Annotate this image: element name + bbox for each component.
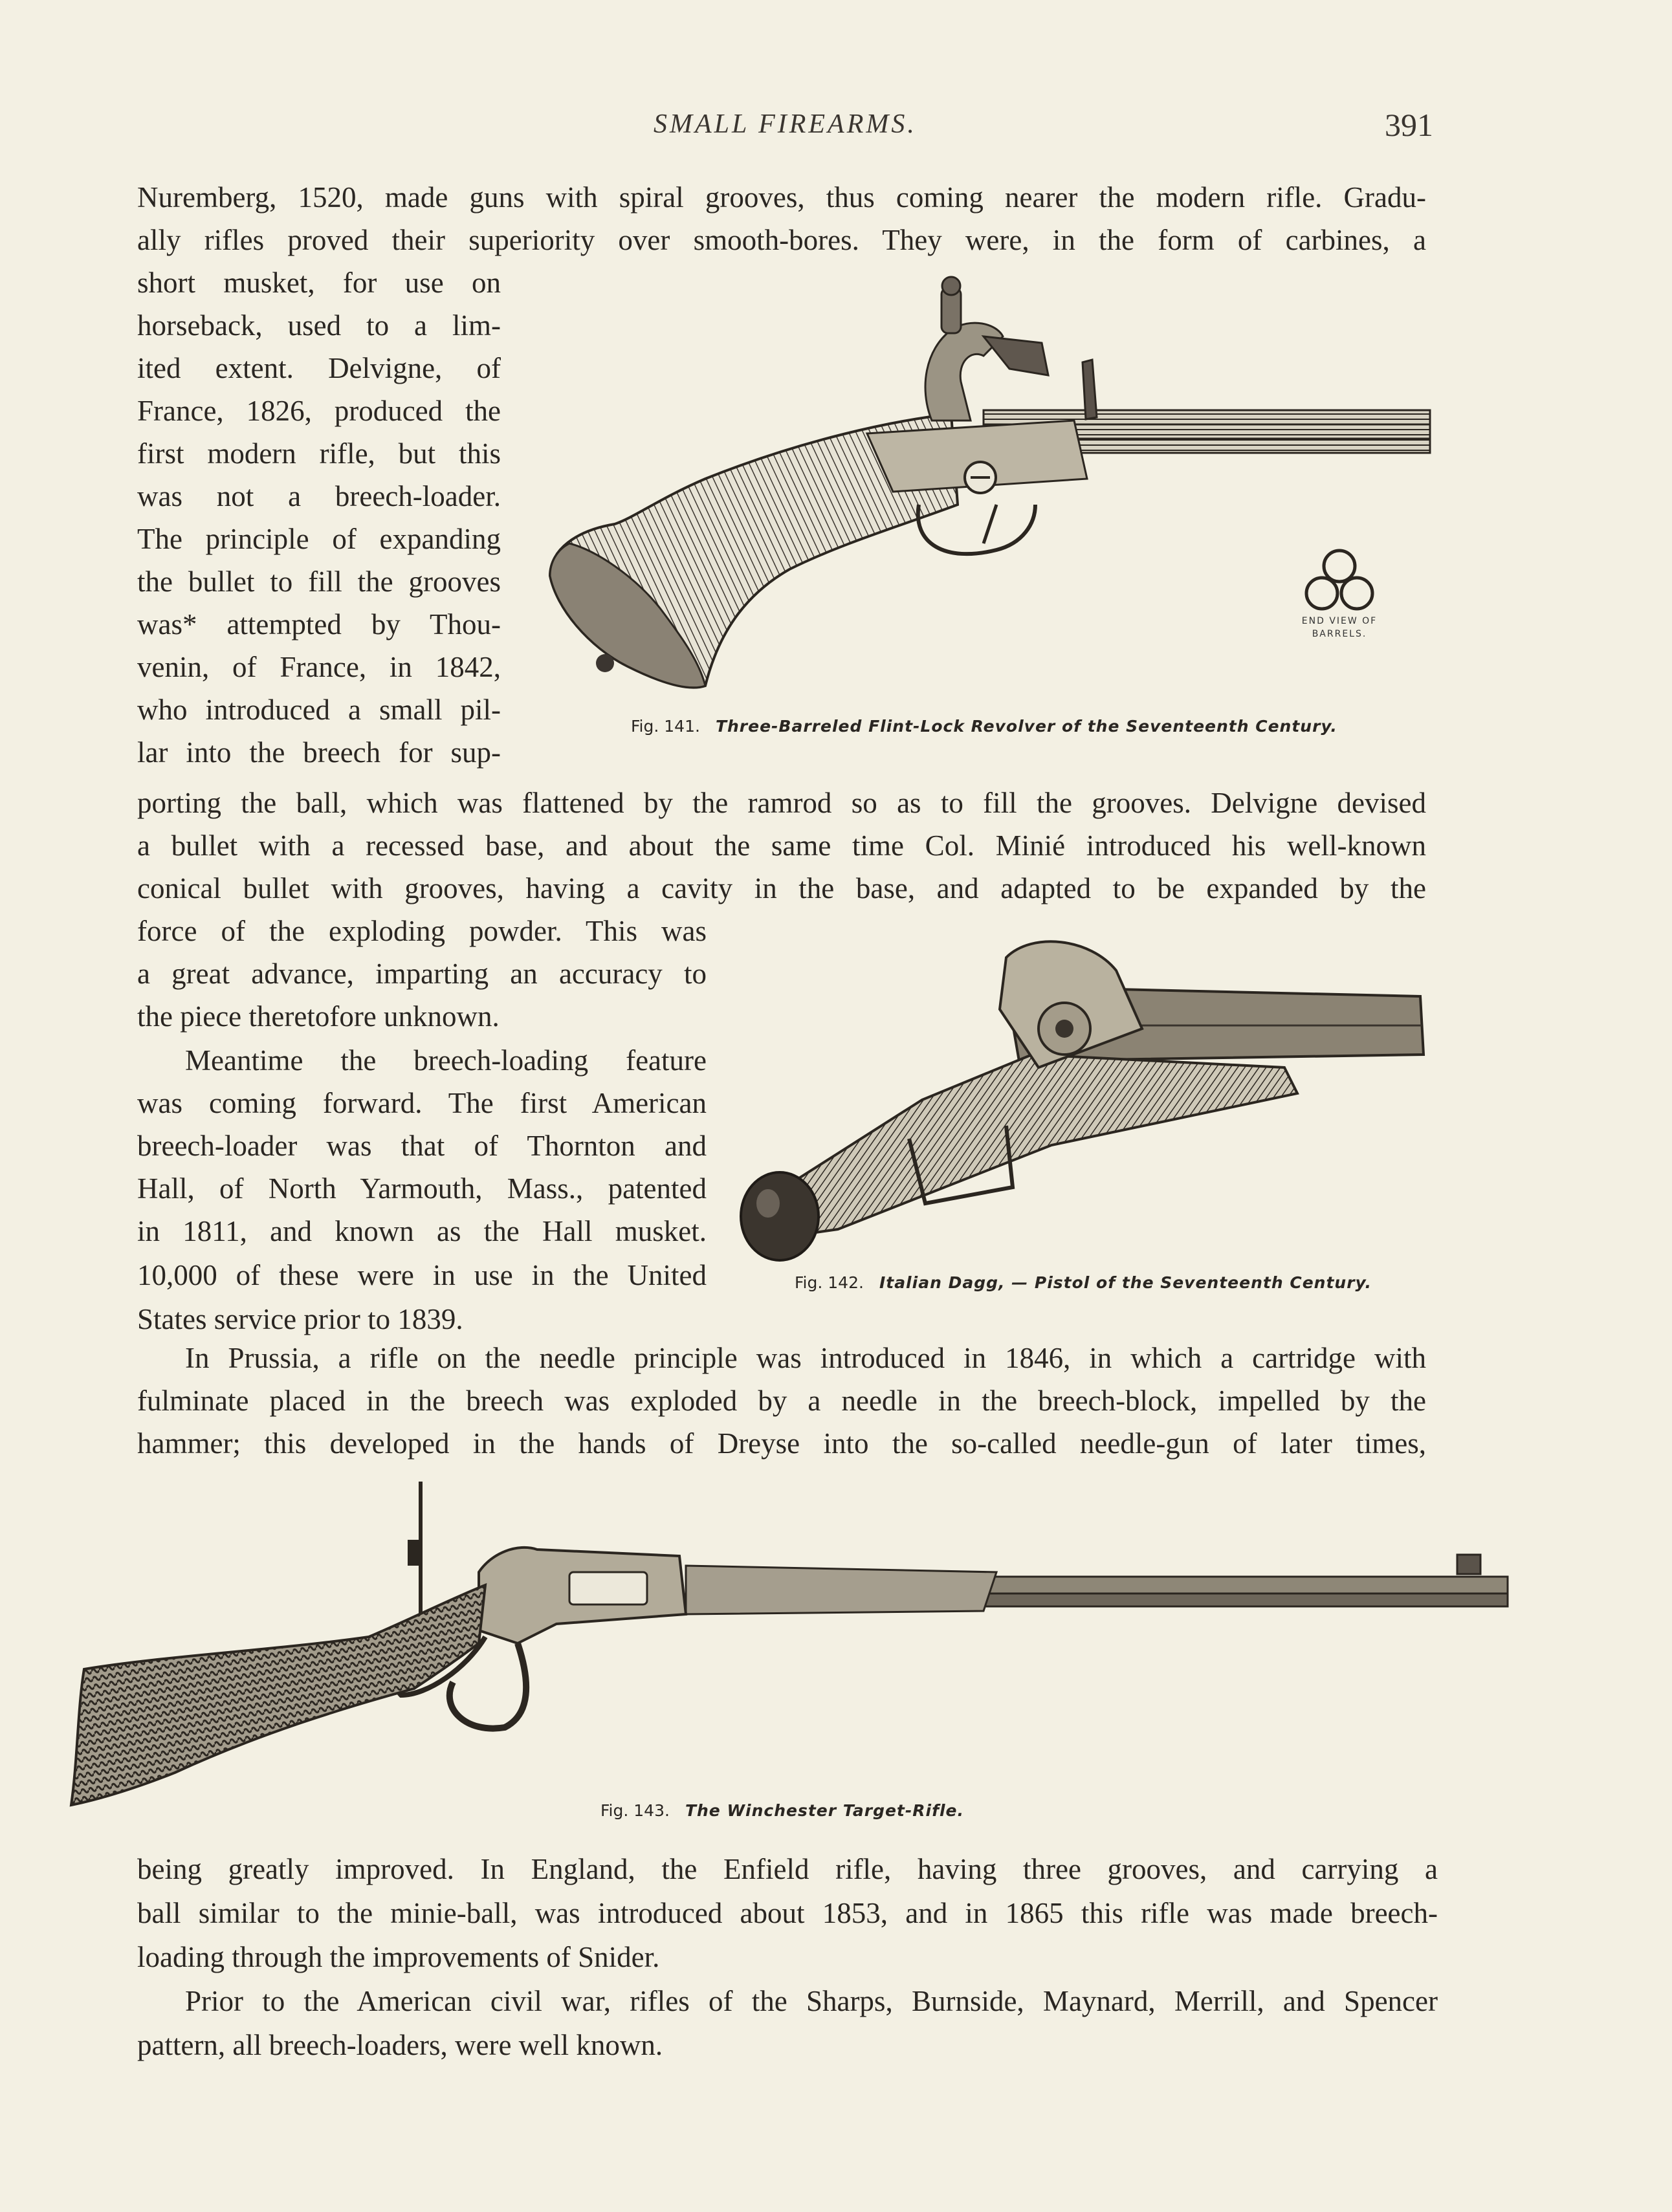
winchester-target-rifle-illustration: [65, 1475, 1514, 1812]
flintlock-revolver-illustration: [531, 272, 1436, 725]
text-line: The principle of expanding: [137, 523, 501, 555]
barrel-end-view-label-line1: END VIEW OF: [1301, 616, 1378, 626]
text-line: porting the ball, which was flattened by the ramrod so as to fill the grooves. Delvigne devised: [137, 787, 1426, 819]
running-title: SMALL FIREARMS.: [654, 109, 917, 139]
text-line: Nuremberg, 1520, made guns with spiral grooves, thus coming nearer the modern rifle. Gradu-: [137, 181, 1426, 214]
text-line: pattern, all breech-loaders, were well known.: [137, 2029, 663, 2061]
figure-number: Fig. 142.: [795, 1273, 864, 1292]
barrel-end-view-label-line2: BARRELS.: [1312, 629, 1367, 639]
figure-title: The Winchester Target-Rifle.: [685, 1801, 964, 1820]
text-line: ball similar to the minie-ball, was introduced about 1853, and in 1865 this rifle was made breech-: [137, 1897, 1438, 1929]
text-line: was coming forward. The first American: [137, 1087, 707, 1119]
text-line: ally rifles proved their superiority over smooth-bores. They were, in the form of carbines, a: [137, 224, 1426, 256]
text-line: Meantime the breech-loading feature: [185, 1044, 707, 1077]
text-line: was not a breech-loader.: [137, 480, 501, 512]
text-line: who introduced a small pil-: [137, 694, 501, 726]
text-line: the bullet to fill the grooves: [137, 565, 501, 598]
text-line: venin, of France, in 1842,: [137, 651, 501, 683]
text-line: fulminate placed in the breech was exploded by a needle in the breech-block, impelled by the: [137, 1385, 1426, 1417]
text-line: in 1811, and known as the Hall musket.: [137, 1215, 707, 1247]
text-line: In Prussia, a rifle on the needle principle was introduced in 1846, in which a cartridge with: [185, 1342, 1426, 1374]
figure-143-caption: [600, 1801, 964, 1820]
page-number: 391: [1385, 107, 1433, 143]
text-line: the piece theretofore unknown.: [137, 1000, 500, 1033]
text-line: Prior to the American civil war, rifles of the Sharps, Burnside, Maynard, Merrill, and Spencer: [185, 1985, 1438, 2017]
italian-dagg-pistol-illustration: [728, 932, 1440, 1275]
text-line: being greatly improved. In England, the Enfield rifle, having three grooves, and carrying a: [137, 1853, 1438, 1885]
figure-number: Fig. 143.: [600, 1801, 670, 1820]
text-line: short musket, for use on: [137, 267, 501, 299]
figure-141-caption: [631, 717, 1337, 736]
figure-title: Three-Barreled Flint-Lock Revolver of the Seventeenth Century.: [715, 717, 1337, 736]
text-line: breech-loader was that of Thornton and: [137, 1130, 707, 1162]
text-line: lar into the breech for sup-: [137, 736, 501, 769]
text-line: was* attempted by Thou-: [137, 608, 501, 641]
figure-title: Italian Dagg, — Pistol of the Seventeenth Century.: [879, 1273, 1372, 1292]
text-line: conical bullet with grooves, having a cavity in the base, and adapted to be expanded by the: [137, 872, 1426, 904]
text-line: first modern rifle, but this: [137, 437, 501, 470]
text-line: States service prior to 1839.: [137, 1303, 463, 1335]
figure-number: Fig. 141.: [631, 717, 700, 736]
text-line: a great advance, imparting an accuracy to: [137, 958, 707, 990]
barrel-end-view-illustration: [1301, 547, 1378, 618]
text-line: 10,000 of these were in use in the United: [137, 1259, 707, 1291]
text-line: Hall, of North Yarmouth, Mass., patented: [137, 1172, 707, 1205]
text-line: hammer; this developed in the hands of Dreyse into the so-called needle-gun of later times,: [137, 1427, 1426, 1460]
text-line: force of the exploding powder. This was: [137, 915, 707, 947]
text-line: horseback, used to a lim-: [137, 309, 501, 342]
text-line: loading through the improvements of Snider.: [137, 1941, 660, 1973]
figure-142-caption: [795, 1273, 1372, 1292]
text-line: ited extent. Delvigne, of: [137, 352, 501, 384]
barrel-end-view-label: [1294, 615, 1385, 641]
text-line: a bullet with a recessed base, and about the same time Col. Minié introduced his well-known: [137, 829, 1426, 862]
text-line: France, 1826, produced the: [137, 395, 501, 427]
